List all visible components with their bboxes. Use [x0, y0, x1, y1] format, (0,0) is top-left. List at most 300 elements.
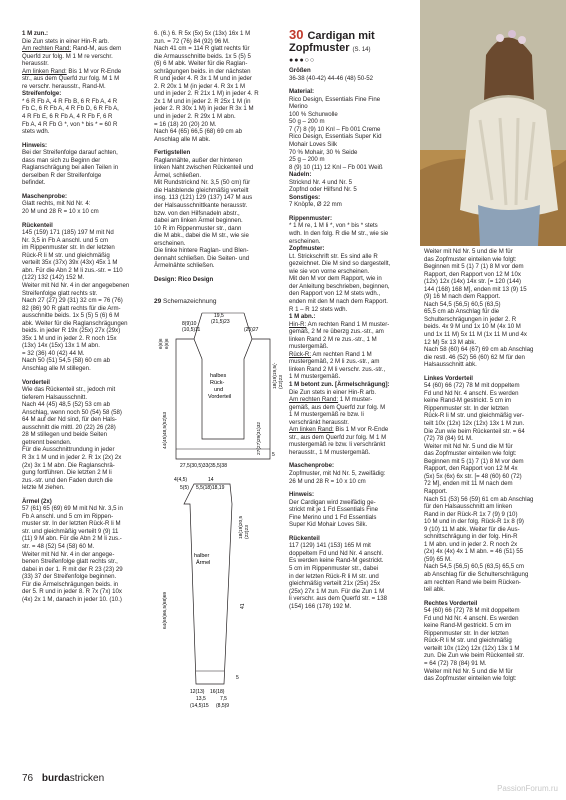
text-line: 100 % Schurwolle	[289, 110, 338, 118]
text-line: (2x) 3x 1 M abn. Die Raglanschrä-	[22, 461, 115, 469]
text-line: Nr. 3,5 in Fb A anschl. und 5 cm	[22, 236, 109, 244]
material-section	[289, 88, 423, 209]
text-line: mustergemäß re bzw. li verschränkt	[289, 441, 386, 449]
text-line: Rück-R: Am rechten Rand 1 M	[289, 350, 372, 358]
column-1	[22, 30, 148, 603]
text-line: Maschenprobe:	[22, 192, 68, 200]
text-line: * 1 M re, 1 M li *, von * bis * stets	[289, 222, 378, 230]
text-line: str., aus dem Querfd zur folg. M 1 M	[22, 75, 120, 83]
left-front-section	[424, 375, 552, 594]
text-line: jeder 2. R 30x 1 M) in jeder R 3x 1 M	[154, 105, 254, 113]
text-line: den Rapport von 12 M stets wdh.,	[289, 290, 381, 298]
text-line: Nach 41 cm = 114 R glatt rechts für	[154, 45, 250, 53]
text-line: der Halsausschnittkante herausstr.	[154, 202, 248, 210]
text-line: herausstr.	[22, 60, 49, 68]
text-line: Am rechten Rand: 1 M muster-	[289, 396, 373, 404]
text-line: Fine Merino und 1 Fd Essentials	[289, 513, 377, 521]
text-line: Für die Ausschnittrundung in jeder	[22, 446, 115, 454]
dim-right-a: 18(19)19,5(-	[273, 362, 278, 390]
text-line: 70 % Mohair, 30 % Seide	[289, 148, 358, 156]
text-line: R 1 – R 12 stets wdh.	[289, 305, 348, 313]
text-line: 35x 1 M und in jeder 2. R noch 15x	[22, 334, 117, 342]
text-line: das Zopfmuster einteilen wie folgt:	[424, 255, 517, 263]
text-line: 36-38 (40-42) 44-46 (48) 50-52	[289, 74, 374, 82]
text-line: 6. (6.) 6. R 5x (5x) 5x (13x) 16x 1 M	[154, 30, 251, 37]
text-line: Mohair Loves Silk	[289, 141, 338, 149]
text-line: Beginnen mit 5 (1) 7 (1) 8 M vor dem	[424, 263, 524, 271]
sleeve-dim-bottom5: (8,5)9	[216, 703, 230, 710]
text-line: Glatt rechts, mit Nd Nr. 4:	[22, 200, 91, 208]
dim-bottom-width: 27,5(30,5)33(35,5)38	[180, 463, 227, 470]
patterns-section	[289, 215, 423, 457]
text-line: in der letzten Rück-R li M str. und	[289, 572, 379, 580]
text-line: zun. = 72 (76) 84 (92) 96 M.	[154, 37, 230, 45]
text-line: mustergemäß, 2 M li zus.-str., am	[289, 358, 380, 366]
text-line: 1 M abn. und in jeder 2. R noch 2x	[424, 540, 518, 548]
text-line: 2x 1 M und in jeder 2. R 25x 1 M (in	[154, 97, 251, 105]
watermark: PassionForum.ru	[497, 784, 558, 793]
text-line: (122) 132 (142) 152 M.	[22, 274, 85, 282]
text-line: 7 Knöpfe, Ø 22 mm	[289, 201, 342, 209]
text-line: Rippenmuster str. In der letzten	[424, 404, 509, 412]
text-line: 12 M) 5x 13 M abk.	[424, 338, 477, 346]
text-line: Nach 58 (60) 64 (67) 69 cm ab Anschlag	[424, 346, 534, 354]
text-line: Hinweis:	[22, 141, 48, 149]
dim-left-main: 44(45)48,5(52)53	[163, 411, 168, 450]
text-line: 1 M abn.:	[289, 313, 316, 321]
brand-suffix: stricken	[69, 773, 105, 784]
text-line: (33) 37 der Streifenfolge beginnen.	[22, 573, 117, 581]
text-line: 1 M betont zun. [Ärmelschrägung]:	[289, 380, 390, 388]
page-footer	[22, 773, 104, 784]
text-line: Es werden keine Rand-M gestrickt.	[289, 557, 384, 565]
text-line: linken Rand 2 M re zus.-str., 1 M	[289, 335, 377, 343]
dim-right-b: 27(27)29(31)32	[257, 421, 262, 456]
text-line: (9) 16 M nach dem Rapport.	[424, 293, 501, 301]
text-line: strickt mit je 1 Fd Essentials Fine	[289, 506, 379, 514]
text-line: verteilt 35x (37x) 39x (43x) 45x 1 M	[22, 259, 118, 267]
text-line: 5 cm im Rippenmuster str., dabei	[289, 565, 379, 572]
text-line: Weiter mit Nd Nr. 5 und die M für	[424, 248, 513, 255]
sleeve-dim-mid: 41	[240, 603, 246, 610]
text-line: bzw. von den Hilfsnadeln abstr.,	[154, 209, 240, 217]
text-line: Querfd zur folg. M 1 M re verschr.	[22, 52, 113, 60]
text-line: 144 (168) 168 M], enden mit 13 (9) 15	[424, 285, 527, 293]
pattern-title-line2: Zopfmuster	[289, 42, 350, 54]
text-line: = 16 (18) 20 (20) 20 M.	[154, 120, 217, 128]
text-line: Nach 51 (53) 56 (59) 61 cm ab Anschlag	[424, 495, 534, 503]
text-line: Nach 50 (51) 54,5 (58) 60 cm ab	[22, 357, 111, 365]
text-line: dabei am linken Ärmel beginnen.	[154, 217, 243, 225]
text-line: Weiter mit Nd Nr. 5 und die M für	[424, 442, 513, 450]
text-line: 82 (86) 90 R glatt rechts für die Arm-	[22, 304, 121, 312]
text-line: Der Cardigan wird zweifädig ge-	[289, 498, 376, 506]
text-line: Größen	[289, 67, 311, 75]
text-line: Weiter mit Nd Nr. 4 in der angege-	[22, 550, 115, 558]
text-line: Rück-R li M str. und gleichmäßig	[424, 637, 512, 645]
sleeve-dim-bottom1: 12(13)	[190, 689, 205, 696]
column-2	[154, 30, 284, 732]
text-line: Lt. Strickschrift str. Es sind alle R	[289, 252, 378, 260]
text-line: linken Rand 2 M li verschr. zus.-str.,	[289, 365, 386, 373]
dim-rib: 5	[272, 452, 275, 459]
text-line: Die linke hintere Raglan- und Blen-	[154, 247, 249, 255]
text-line: schnittschrägung in der folg. Hin-R	[424, 533, 518, 541]
text-line: 57 (61) 65 (69) 69 M mit Nd Nr. 3,5 in	[22, 505, 123, 513]
text-line: 26 M und 28 R = 10 x 10 cm	[289, 477, 366, 485]
sleeve-dim-top: 4(4,5)	[174, 477, 188, 484]
note-section	[22, 142, 148, 187]
text-line: = 32 (36) 40 (42) 44 M.	[22, 349, 85, 357]
text-line: schrägungen beids. in der nächsten	[154, 67, 251, 75]
brand-name: burda	[41, 773, 70, 784]
text-line: 10 R im Rippenmuster str., dann	[154, 224, 242, 232]
text-line: Raglanschrägung bei allen Teilen in	[22, 164, 119, 172]
sleeve-dim-top2: 5(5)	[180, 485, 189, 492]
dim-top-a: 8(9)10	[182, 321, 197, 328]
text-line: Bei der Streifenfolge darauf achten,	[22, 149, 118, 157]
text-line: ausschnitt die mittl. 20 (22) 26 (28)	[22, 423, 116, 431]
text-line: Fb A, 4 R Fb G *, von * bis * = 60 R	[22, 120, 118, 128]
text-line: insg. 113 (121) 129 (137) 147 M aus	[154, 194, 253, 202]
text-line: erscheinen.	[289, 237, 321, 245]
text-line: benen Streifenfolge glatt rechts str.,	[22, 558, 118, 566]
text-line: Rico Design, Essentials Super Kid	[289, 133, 382, 141]
back-section-2	[289, 535, 423, 610]
text-line: Rück-R li M str. und gleichmäßig	[22, 251, 110, 259]
text-line: mustergemäß.	[289, 343, 329, 351]
text-line: 50 g – 200 m	[289, 118, 325, 126]
text-line: Rand in der Rück-R 1x 7 (9) 9 (10)	[424, 510, 518, 518]
text-line: 7 (7) 8 (9) 10 Knl – Fb 001 Creme	[289, 125, 381, 133]
text-line: Linkes Vorderteil	[424, 374, 473, 382]
front-section	[22, 379, 148, 492]
text-line: Rapport.	[424, 487, 448, 495]
text-line: Rippenmuster str. In der letzten	[424, 629, 509, 637]
design-credit	[154, 276, 284, 284]
text-line: 72 M], enden mit 11 M nach dem	[424, 480, 513, 488]
text-line: 9 (10) 11 M abk. Weiter für die Aus-	[424, 525, 520, 533]
text-line: (6) 6 M abk. Weiter für die Raglan-	[154, 60, 248, 68]
back-label-2: Rück-	[210, 380, 225, 387]
text-line: R 3x 1 M und in jeder 2. R 1x (2x) 2x	[22, 453, 122, 461]
sleeve-dim-right1b: (22)23	[245, 525, 250, 540]
text-line: stets wdh.	[22, 128, 50, 136]
text-line: Nach 54,5 (56,5) 60,5 (63,5)	[424, 300, 501, 308]
text-line: gleichmäßig verteilt 21x (25x) 25x	[289, 580, 381, 588]
text-line: 117 (129) 141 (153) 165 M mit	[289, 542, 371, 550]
text-line: und in jeder 2. R 29x 1 M abn.	[154, 113, 236, 121]
text-line: (13x) 14x (15x) 13x 1 M abn.	[22, 342, 100, 350]
text-line: Wie das Rückenteil str., jedoch mit	[22, 386, 116, 394]
sleeve-dim-left: 64(65)66,5(68)69	[163, 591, 168, 630]
text-line: (59) 65 M.	[424, 555, 452, 563]
text-line: keine Rand-M gestrickt. 5 cm im	[424, 397, 512, 405]
text-line: Die Zun wie beim Rückenteil str. = 64	[424, 427, 525, 435]
text-line: Ärmelnähte schließen.	[154, 262, 215, 270]
text-line: Rückenteil	[289, 534, 320, 542]
model-photo-illustration	[420, 0, 566, 246]
text-line: am rechten Rand wie beim Rücken-	[424, 578, 521, 586]
text-line: Am linken Rand: Bis 1 M vor R-Ende	[289, 426, 389, 434]
text-line: gemäß, 2 M re überzg zus.-str., am	[289, 328, 384, 336]
text-line: linken Naht zwischen Rückenteil und	[154, 164, 254, 172]
text-line: Anschlag alle M abk.	[154, 135, 211, 143]
dim-top-b: (25)27	[244, 327, 259, 334]
text-line: Mit Rundstricknd Nr. 3,5 (50 cm) für	[154, 179, 251, 187]
text-line: Nach 54,5 (56,5) 60,5 (63,5) 65,5 cm	[424, 563, 524, 571]
text-line: ab Anschlag für die Schulterschrägung	[424, 570, 529, 578]
text-line: (2x) 4x (4x) 4x 1 M abn. = 46 (51) 55	[424, 548, 524, 556]
gauge-section	[22, 193, 148, 216]
dim-right-a2: (22)23	[279, 375, 284, 390]
text-line: Fertigstellen	[154, 149, 191, 157]
text-line: Weiter mit Nd Nr. 5 und die M für	[424, 667, 513, 675]
model-photo	[420, 0, 566, 246]
text-line: Anschlag, wenn noch 50 (54) 58 (58)	[22, 408, 122, 416]
text-line: zun. Die Zun wie beim Rückenteil str.	[424, 652, 525, 660]
text-line: Ärmel (2x)	[22, 497, 52, 505]
text-line: (72) 78 (84) 91 M.	[424, 435, 473, 443]
text-line: und in jeder 2. R 21x 1 M) in jeder 4. R	[154, 90, 259, 98]
text-line: str. und gleichmäßig verteilt 9 (9) 11	[22, 527, 119, 535]
text-line: Rapport, den Rapport von 12 M 4x	[424, 465, 518, 473]
text-line: 2. R 20x 1 M (in jeder 4. R 3x 1 M	[154, 82, 246, 90]
back-continued	[424, 248, 552, 369]
sleeve-dim-rib: 5	[236, 675, 239, 682]
text-line: (5x) 5x (6x) 6x str. [= 48 (60) 60 (72)	[424, 472, 522, 480]
text-line: 64 M auf der Nd sind, für den Hals-	[22, 416, 117, 424]
text-line: Die Zun stets in einer Hin-R arb.	[22, 37, 110, 45]
text-line: letzte M ziehen.	[22, 484, 65, 492]
schematic-label: Schemazeichnung	[163, 297, 217, 305]
text-line: der Anleitung beschrieben, beginnen,	[289, 282, 390, 290]
text-line: Hinweis:	[289, 491, 315, 499]
text-line: die Armausschnitte beids. 1x 5 (5) 5	[154, 52, 251, 60]
text-line: Stricknd Nr. 4 und Nr. 5	[289, 178, 352, 186]
text-line: dabei in der 1. R mit der R 23 (23) 29	[22, 565, 123, 573]
text-line: Super Kid Mohair Loves Silk.	[289, 521, 368, 529]
sleeve-dim-bottom2: 13,5	[196, 696, 206, 703]
text-line: derselben R der Streifenfolge	[22, 171, 102, 179]
text-line: Fb A anschl. und 5 cm im Rippen-	[22, 512, 114, 520]
text-line: Für die Ärmelschrägungen beids. in	[22, 580, 119, 588]
text-line: Fd und Nd Nr. 4 anschl. Es werden	[424, 614, 519, 622]
text-line: Am linken Rand: Bis 1 M vor R-Ende	[22, 67, 122, 75]
text-line: Ärmel, schließen.	[154, 171, 202, 179]
text-line: Schulterschrägungen in jeder 2. R	[424, 315, 517, 323]
text-line: 25 g – 200 m	[289, 156, 325, 164]
text-line: (12x) 12x (14x) 14x str. [= 120 (144)	[424, 278, 522, 286]
pattern-header	[289, 27, 423, 42]
text-line: wdh. In den folg. R die M str., wie sie	[289, 230, 389, 238]
text-line: Nadeln:	[289, 171, 312, 179]
text-line: 65,5 cm ab Anschlag für die	[424, 308, 500, 316]
schematic-drawing	[154, 309, 284, 729]
text-line: das Zopfmuster einteilen wie folgt:	[424, 450, 517, 458]
text-line: 10 M und in der folg. Rück-R 1x 8 (9)	[424, 518, 524, 526]
schematic-number: 29	[154, 297, 162, 305]
text-line: 145 (159) 171 (185) 197 M mit Nd	[22, 229, 114, 237]
text-line: * 6 R Fb A, 4 R Fb B, 6 R Fb A, 4 R	[22, 97, 118, 105]
text-line: beids. in jeder R 19x (25x) 27x (29x)	[22, 327, 121, 335]
sleeve-section	[22, 498, 148, 604]
sleeve-dim-bottom3: (14,5)15	[190, 703, 209, 710]
text-line: verschränkt herausstr.	[289, 418, 349, 426]
column-3	[289, 27, 423, 610]
text-line: str., aus dem Querfd zur folg. M 1 M	[289, 433, 387, 441]
text-line: Maschenprobe:	[289, 462, 335, 470]
text-line: dennaht schließen. Die Seiten- und	[154, 254, 250, 262]
sleeve-dim-top3: 14	[208, 477, 214, 484]
pattern-title-line1: Cardigan mit	[307, 30, 375, 42]
text-line: Fd und Nd Nr. 4 anschl. Es werden	[424, 389, 519, 397]
text-line: keine Rand-M gestrickt. 5 cm im	[424, 622, 512, 630]
dim-top-a2: (10,5)11	[182, 327, 201, 334]
text-line: doppeltem Fd und Nd Nr. 4 anschl.	[289, 549, 384, 557]
text-line: Rechtes Vorderteil	[424, 599, 478, 607]
text-line: Die Zun stets in einer Hin-R arb.	[289, 388, 377, 396]
text-line: abn. Für die Abn 2 M li zus.-str. = 110	[22, 266, 123, 274]
sleeve-label-2: Ärmel	[196, 560, 211, 567]
text-line: R und jeder 4. R 3x 1 M und in jeder	[154, 75, 252, 83]
text-line: Zopfnd oder Hilfsnd Nr. 5	[289, 186, 357, 194]
text-line: gemäß, aus dem Querfd zur folg. M	[289, 403, 386, 411]
text-line: re verschr. herausstr., Rand-M.	[22, 82, 106, 90]
increase-instructions	[22, 30, 148, 136]
dim-top-small: 19,5	[214, 313, 224, 320]
column-4	[424, 248, 552, 683]
page-number: 76	[22, 773, 34, 784]
pattern-title-row2	[289, 42, 423, 55]
text-line: Nach 44 (45) 48,5 (52) 53 cm ab	[22, 401, 111, 409]
back-label-3: und	[214, 387, 224, 394]
text-line: teil abk.	[424, 586, 446, 594]
text-line: Rück-R li M str. und gleichmäßig ver-	[424, 412, 524, 420]
text-line: Beginnen mit 5 (1) 7 (1) 8 M vor dem	[424, 457, 524, 465]
pattern-page-ref: (S. 14)	[352, 47, 371, 53]
gauge-section-2	[289, 462, 423, 485]
text-line: Mit den M vor dem Rapport, wie in	[289, 275, 382, 283]
text-line: (154) 166 (178) 192 M.	[289, 602, 352, 610]
dim-left-a: 6(6)6	[158, 338, 163, 350]
text-line: Fb C, 6 R Fb A, 4 R Fb D, 6 R Fb A,	[22, 105, 119, 113]
text-line: 20 M und 28 R = 10 x 10 cm	[22, 208, 99, 216]
text-line: Raglannähte, außer der hinteren	[154, 156, 243, 164]
text-line: tieferem Halsausschnitt.	[22, 393, 88, 401]
text-line: 1 M mustergemäß re bzw. li	[289, 411, 364, 419]
text-line: abk. Weiter für die Raglanschrägungen	[22, 319, 128, 327]
text-line: Hin-R: Am rechten Rand 1 M muster-	[289, 320, 390, 328]
text-line: 54 (60) 66 (72) 78 M mit doppeltem	[424, 607, 520, 615]
text-line: str. = 48 (52) 54 (58) 60 M.	[22, 543, 95, 550]
text-line: Am rechten Rand: Rand-M, aus dem	[22, 45, 122, 53]
text-line: die restl. 46 (52) 56 (60) 62 M für den	[424, 353, 525, 361]
sleeve-outline	[184, 484, 232, 684]
right-front-section	[424, 600, 552, 683]
finishing-section	[154, 149, 284, 270]
text-line: Rippenmuster:	[289, 214, 332, 222]
sleeve-dim-bottom4: 7,5	[220, 696, 227, 703]
text-line: Weiter mit Nd Nr. 4 in der angegebenen	[22, 281, 130, 289]
text-line: Material:	[289, 88, 315, 96]
text-line: wie sie von vorne erscheinen.	[289, 267, 370, 275]
text-line: 54 (60) 66 (72) 78 M mit doppeltem	[424, 382, 520, 390]
text-line: zus.-str. und den Faden durch die	[22, 476, 113, 484]
text-line: gung fortführen. Die letzten 2 M li	[22, 469, 112, 477]
text-line: gezeichnet. Die M sind so dargestellt,	[289, 260, 391, 268]
text-line: (25x) 27x 1 M zun. Für die Zun 1 M	[289, 587, 385, 595]
text-line: Nach 64 (65) 66,5 (68) 69 cm ab	[154, 128, 243, 136]
text-line: erscheinen.	[154, 239, 186, 247]
text-line: 1 M zun.:	[22, 30, 49, 37]
text-line: Sonstiges:	[289, 193, 321, 201]
difficulty-dots: ●●●○○	[289, 56, 316, 64]
text-line: Zopfmuster:	[289, 245, 325, 253]
text-line: beids. 4x 9 M und 1x 10 M (4x 10 M	[424, 323, 521, 331]
text-line: li verschr. aus dem Querfd str. = 138	[289, 595, 388, 603]
dim-left-a2: 6(6)6	[164, 338, 169, 350]
text-line: ausschnitte beids. 1x 5 (5) 5 (6) 6 M	[22, 312, 120, 320]
text-line: für den Halsausschnitt am linken	[424, 503, 513, 511]
text-line: enden mit den M nach dem Rapport.	[289, 297, 388, 305]
schematic-title	[154, 298, 284, 306]
text-line: die Halsblende gleichmäßig verteilt	[154, 186, 249, 194]
text-line: Nach 27 (27) 29 (31) 32 cm = 76 (76)	[22, 297, 123, 305]
pattern-number: 30	[289, 27, 304, 42]
text-line: 28 M stillegen und beide Seiten	[22, 431, 108, 439]
text-line: Merino	[289, 103, 308, 111]
text-line: 8 (9) 10 (11) 12 Knl – Fb 001 Weiß	[289, 163, 383, 171]
back-label-1: halbes	[210, 373, 227, 380]
sleeve-continued	[154, 30, 284, 143]
sleeve-dim-bottom1b: 16(18)	[210, 689, 225, 696]
text-line: der 5. R und in jeder 8. R 7x (7x) 10x	[22, 588, 122, 596]
text-line: Design: Rico Design	[154, 275, 214, 283]
back-label-4: Vorderteil	[208, 394, 232, 401]
schematic	[154, 298, 284, 732]
text-line: teilt 10x (12x) 12x (12x) 13x 1 M zun.	[424, 420, 525, 428]
back-section	[22, 222, 148, 373]
text-line: Rapport, den Rapport von 12 M 10x	[424, 270, 521, 278]
text-line: die M abk., dabei die M str., wie sie	[154, 232, 249, 240]
text-line: Rico Design, Essentials Fine Fine	[289, 95, 381, 103]
text-line: das Zopfmuster einteilen wie folgt:	[424, 675, 517, 683]
sizes-section	[289, 67, 423, 82]
text-line: = 64 (72) 78 (84) 91 M.	[424, 659, 487, 667]
text-line: Anschlag alle M stillegen.	[22, 364, 91, 372]
sleeve-label-1: halber	[194, 553, 210, 560]
text-line: muster str. In der letzten Rück-R li M	[22, 520, 121, 528]
text-line: Rückenteil	[22, 221, 53, 229]
text-line: Zopfmuster, mit Nd Nr. 5, zweifädig:	[289, 469, 386, 477]
text-line: befindet.	[22, 179, 46, 187]
sleeve-dim-right1: 18(19)20,5	[239, 515, 244, 540]
text-line: herausstr., 1 M mustergemäß.	[289, 448, 371, 456]
text-line: getrennt beenden.	[22, 438, 72, 446]
text-line: (11) 9 M abn. Für die Abn 2 M li zus.-	[22, 535, 122, 543]
text-line: Halsausschnitt abk.	[424, 361, 477, 369]
text-line: und 1x 11 M) 5x 11 M (1x 11 M und 4x	[424, 331, 527, 339]
text-line: dass man sich zu Beginn der	[22, 156, 101, 164]
text-line: (4x) 2x 1 M, danach in jeder 10. (10.)	[22, 595, 122, 603]
text-line: Streifenfolge:	[22, 90, 62, 98]
text-line: Vorderteil	[22, 378, 50, 386]
text-line: verteilt 10x (12x) 12x (12x) 13x 1 M	[424, 644, 520, 652]
text-line: Streifenfolge glatt rechts str.	[22, 289, 98, 297]
text-line: im Rippenmuster str. In der letzten	[22, 244, 115, 252]
sleeve-dim-top4: 5,5(18)18,19	[196, 485, 225, 492]
